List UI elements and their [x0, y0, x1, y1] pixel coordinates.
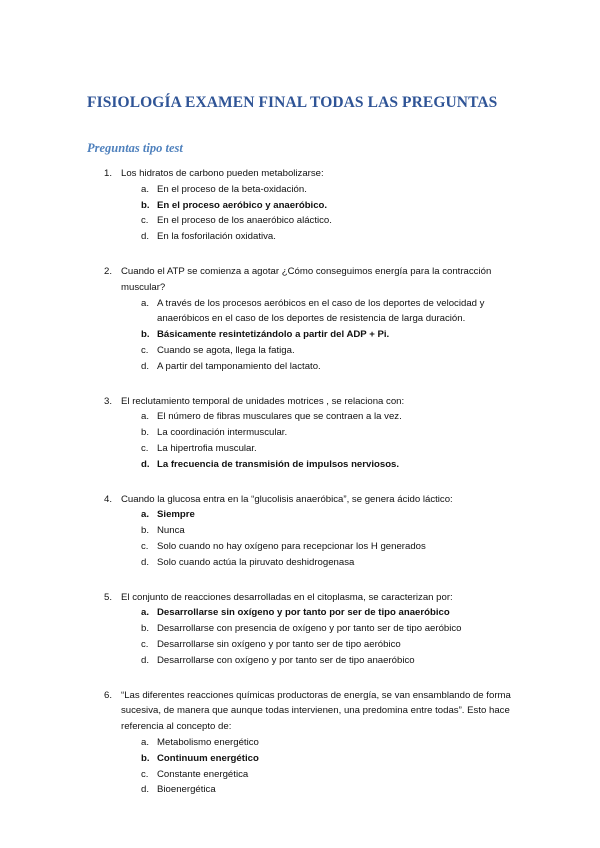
option-letter: a.: [141, 297, 150, 309]
answer-options: [0, 409, 600, 472]
option-letter: a.: [141, 607, 150, 619]
option-text: Desarrollarse sin oxígeno y por tanto por ser de tipo anaeróbico: [157, 607, 450, 619]
answer-option: [141, 296, 517, 328]
answer-option: [141, 767, 517, 783]
answer-option: [141, 229, 517, 245]
option-letter: b.: [141, 752, 150, 764]
answer-option-correct: [141, 751, 517, 767]
answer-option-correct: [141, 507, 517, 523]
question-item: [0, 688, 600, 799]
answer-options: [0, 507, 600, 570]
answer-option-correct: [141, 457, 517, 473]
option-text: La frecuencia de transmisión de impulsos nerviosos.: [157, 458, 400, 470]
answer-option-correct: [141, 605, 517, 621]
answer-option: [141, 182, 517, 198]
answer-option: [141, 359, 517, 375]
option-letter: a.: [141, 183, 150, 195]
option-letter: c.: [141, 540, 149, 552]
answer-option: [141, 425, 517, 441]
option-letter: b.: [141, 199, 150, 211]
question-item: [0, 394, 600, 473]
option-letter: c.: [141, 344, 149, 356]
option-letter: b.: [141, 329, 150, 341]
question-number: 4.: [104, 493, 113, 505]
document-title: FISIOLOGÍA EXAMEN FINAL TODAS LAS PREGUNTAS: [87, 94, 498, 111]
question-text: Cuando el ATP se comienza a agotar ¿Cómo conseguimos energía para la contracción muscular?: [121, 265, 492, 293]
answer-option: [141, 343, 517, 359]
option-text: Desarrollarse sin oxígeno y por tanto ser de tipo aeróbico: [157, 638, 401, 650]
answer-option: [141, 555, 517, 571]
answer-option: [141, 653, 517, 669]
option-text: Solo cuando no hay oxígeno para recepcionar los H generados: [157, 540, 426, 552]
answer-option: [141, 409, 517, 425]
option-text: A través de los procesos aeróbicos en el caso de los deportes de velocidad y anaeróbicos en el caso de los deportes de resistencia de larga duración.: [157, 297, 485, 325]
answer-options: [0, 296, 600, 375]
option-letter: a.: [141, 411, 150, 423]
answer-option: [141, 523, 517, 539]
option-text: Siempre: [157, 509, 195, 521]
question-number: 3.: [104, 395, 113, 407]
option-text: Metabolismo energético: [157, 736, 259, 748]
answer-option: [141, 621, 517, 637]
option-letter: d.: [141, 458, 150, 470]
option-letter: a.: [141, 509, 150, 521]
option-text: Continuum energético: [157, 752, 259, 764]
option-text: Bioenergética: [157, 784, 216, 796]
option-letter: d.: [141, 556, 150, 568]
question-text: El conjunto de reacciones desarrolladas en el citoplasma, se caracterizan por:: [121, 591, 453, 603]
option-text: A partir del tamponamiento del lactato.: [157, 360, 321, 372]
answer-options: [0, 605, 600, 668]
option-letter: b.: [141, 427, 150, 439]
option-text: Desarrollarse con presencia de oxígeno y por tanto ser de tipo aeróbico: [157, 623, 462, 635]
option-letter: c.: [141, 768, 149, 780]
option-letter: b.: [141, 623, 150, 635]
option-letter: c.: [141, 442, 149, 454]
answer-option: [141, 735, 517, 751]
option-letter: d.: [141, 784, 150, 796]
option-letter: d.: [141, 654, 150, 666]
option-text: Desarrollarse con oxígeno y por tanto ser de tipo anaeróbico: [157, 654, 415, 666]
question-text: Los hidratos de carbono pueden metabolizarse:: [121, 168, 324, 179]
question-text: “Las diferentes reacciones químicas productoras de energía, se van ensamblando de forma sucesiva, de manera que aunque todas intervienen, una predomina entre todas”. Esto hace referencia al concepto de:: [121, 689, 511, 733]
answer-option: [141, 441, 517, 457]
option-letter: b.: [141, 525, 150, 537]
option-text: La coordinación intermuscular.: [157, 427, 288, 439]
answer-option-correct: [141, 327, 517, 343]
question-number: 2.: [104, 265, 113, 277]
option-letter: d.: [141, 360, 150, 372]
option-letter: c.: [141, 638, 149, 650]
option-letter: a.: [141, 736, 150, 748]
answer-options: [0, 735, 600, 798]
answer-option: [141, 782, 517, 798]
option-text: En el proceso de la beta-oxidación.: [157, 183, 307, 195]
option-letter: d.: [141, 231, 150, 243]
question-list: [0, 166, 600, 798]
question-number: 5.: [104, 591, 113, 603]
answer-option-correct: [141, 198, 517, 214]
question-item: [0, 264, 600, 375]
section-heading: Preguntas tipo test: [87, 141, 183, 155]
option-text: Básicamente resintetizándolo a partir del ADP + Pi.: [157, 329, 390, 341]
question-item: [0, 492, 600, 571]
option-text: Cuando se agota, llega la fatiga.: [157, 344, 295, 356]
option-text: En el proceso aeróbico y anaeróbico.: [157, 199, 328, 211]
option-text: En el proceso de los anaeróbico aláctico.: [157, 215, 332, 227]
option-text: El número de fibras musculares que se contraen a la vez.: [157, 411, 402, 423]
option-text: Constante energética: [157, 768, 249, 780]
question-number: 6.: [104, 689, 113, 701]
option-text: En la fosforilación oxidativa.: [157, 231, 276, 243]
question-text: El reclutamiento temporal de unidades motrices , se relaciona con:: [121, 395, 405, 407]
question-number: 1.: [104, 168, 113, 179]
question-item: [0, 590, 600, 669]
option-text: Solo cuando actúa la piruvato deshidrogenasa: [157, 556, 355, 568]
option-letter: c.: [141, 215, 149, 227]
answer-options: [0, 182, 600, 245]
option-text: Nunca: [157, 525, 185, 537]
option-text: La hipertrofia muscular.: [157, 442, 257, 454]
answer-option: [141, 539, 517, 555]
question-item: [0, 166, 600, 245]
answer-option: [141, 637, 517, 653]
answer-option: [141, 213, 517, 229]
question-text: Cuando la glucosa entra en la “glucolisis anaeróbica”, se genera ácido láctico:: [121, 493, 453, 505]
